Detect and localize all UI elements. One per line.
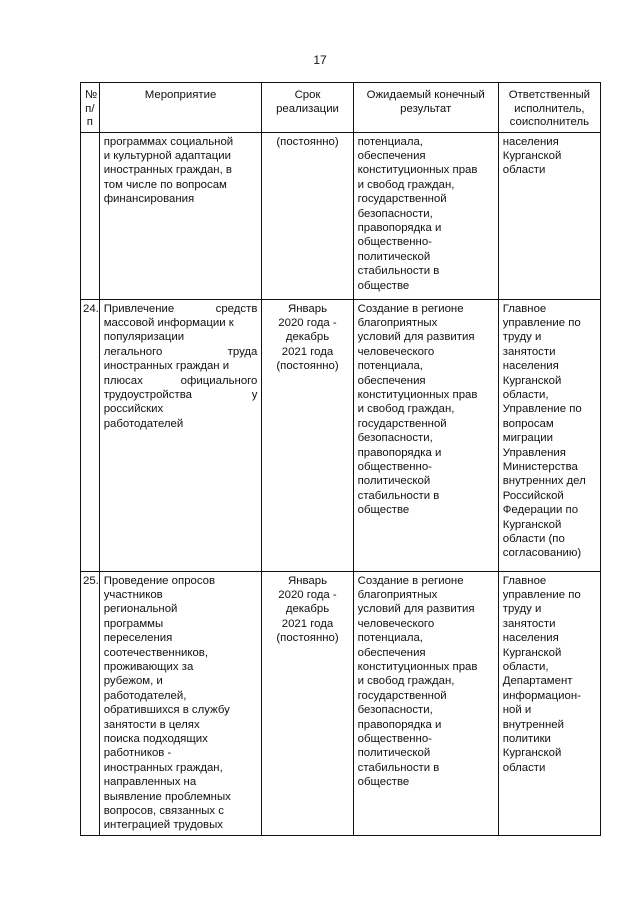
table-row bbox=[81, 571, 601, 835]
cell-result-line: обеспечения bbox=[357, 646, 426, 659]
cell-event-line: финансирования bbox=[103, 193, 195, 206]
cell-responsible-line: внутренних дел bbox=[502, 475, 586, 488]
cell-responsible-line: занятости bbox=[502, 345, 556, 358]
cell-result-line: обеспечения bbox=[357, 149, 426, 162]
cell-event-line: плюсах официального bbox=[103, 374, 258, 387]
cell-event-line: интеграцией трудовых bbox=[103, 819, 223, 832]
cell-result-line: человеческого bbox=[357, 345, 435, 358]
cell-responsible-line: управление по bbox=[502, 588, 581, 601]
cell-result-line: условий для развития bbox=[357, 603, 475, 616]
cell-term bbox=[262, 299, 353, 571]
cell-result-line: благоприятных bbox=[357, 588, 438, 601]
cell-result-line: обществе bbox=[357, 279, 410, 292]
cell-result-line: стабильности в bbox=[357, 489, 440, 502]
cell-responsible-line: области bbox=[502, 164, 546, 177]
cell-result-line: государственной bbox=[357, 417, 447, 430]
cell-event-line: том числе по вопросам bbox=[103, 178, 227, 191]
cell-responsible-line: Курганской bbox=[502, 149, 562, 162]
cell-event-line: занятости в целях bbox=[103, 718, 200, 731]
header-event bbox=[99, 83, 262, 133]
page-number: 17 bbox=[313, 53, 327, 67]
cell-responsible-line: области, bbox=[502, 660, 549, 673]
cell-result-line: стабильности в bbox=[357, 761, 440, 774]
cell-result-line: политической bbox=[357, 747, 431, 760]
cell-responsible-line: Департамент bbox=[502, 675, 573, 688]
header-line: Ожидаемый конечный bbox=[366, 89, 485, 101]
cell-event-line: трудоустройства у bbox=[103, 388, 258, 401]
measures-table bbox=[80, 82, 601, 836]
cell-responsible bbox=[498, 299, 600, 571]
cell-term-line: декабрь bbox=[285, 331, 330, 344]
header-term bbox=[262, 83, 353, 133]
cell-responsible-line: миграции bbox=[502, 432, 554, 445]
cell-responsible-line: населения bbox=[502, 632, 559, 645]
header-line: исполнитель, bbox=[514, 102, 585, 115]
cell-result-line: потенциала, bbox=[357, 632, 423, 645]
cell-event-line: массовой информации к bbox=[103, 316, 234, 329]
cell-event-line: вопросов, связанных с bbox=[103, 805, 224, 817]
cell-event-line: работодателей bbox=[103, 417, 184, 430]
cell-result-line: конституционных прав bbox=[357, 164, 478, 177]
cell-event-line: иностранных граждан, bbox=[103, 761, 223, 774]
cell-term-line: декабрь bbox=[285, 603, 330, 616]
cell-result bbox=[353, 571, 498, 835]
cell-event-line: направленных на bbox=[103, 776, 197, 789]
cell-event bbox=[99, 132, 262, 299]
cell-term-line: Январь bbox=[287, 302, 328, 315]
cell-result-line: условий для развития bbox=[357, 331, 475, 344]
cell-term bbox=[262, 132, 353, 299]
cell-event-line: Проведение опросов bbox=[103, 574, 216, 587]
cell-responsible-line: Курганской bbox=[502, 518, 562, 531]
cell-responsible-line: согласованию) bbox=[502, 547, 582, 560]
cell-event-line: программах социальной bbox=[103, 135, 234, 148]
cell-responsible bbox=[498, 132, 600, 299]
cell-responsible-line: населения bbox=[502, 360, 559, 373]
cell-result-line: безопасности, bbox=[357, 432, 433, 445]
header-line: соисполнитель bbox=[509, 116, 590, 128]
cell-event-line: рубежом, и bbox=[103, 675, 163, 688]
cell-event-line: работодателей, bbox=[103, 689, 187, 702]
cell-responsible-line: Курганской bbox=[502, 646, 562, 659]
cell-term-line: 2020 года - bbox=[278, 316, 337, 329]
cell-event-line: Привлечение средств bbox=[103, 302, 258, 315]
header-line: результат bbox=[400, 102, 452, 115]
cell-result bbox=[353, 299, 498, 571]
cell-responsible-line: населения bbox=[502, 135, 559, 148]
cell-result-line: правопорядка и bbox=[357, 221, 442, 234]
cell-event-line: выявление проблемных bbox=[103, 790, 231, 803]
table-row bbox=[81, 299, 601, 571]
header-responsible bbox=[498, 83, 600, 133]
cell-event bbox=[99, 571, 262, 835]
cell-responsible-line: политики bbox=[502, 732, 551, 745]
cell-result-line: и свобод граждан, bbox=[357, 675, 455, 688]
cell-term-line: 2021 года bbox=[281, 345, 334, 358]
cell-responsible-line: области bbox=[502, 761, 546, 774]
cell-event-line: поиска подходящих bbox=[103, 732, 208, 745]
cell-responsible bbox=[498, 571, 600, 835]
cell-responsible-line: Управления bbox=[502, 446, 566, 459]
cell-term-line: 2020 года - bbox=[278, 588, 337, 601]
cell-responsible-line: области (по bbox=[502, 533, 565, 545]
cell-event-line: работников - bbox=[103, 747, 172, 760]
cell-result-line: общественно- bbox=[357, 236, 432, 249]
cell-result-line: обеспечения bbox=[357, 374, 426, 387]
cell-responsible-line: Главное bbox=[502, 302, 547, 315]
cell-responsible-line: Федерации по bbox=[502, 504, 579, 517]
cell-result-line: конституционных прав bbox=[357, 388, 478, 401]
header-line: Срок bbox=[294, 89, 321, 101]
cell-term-line: 2021 года bbox=[281, 617, 334, 630]
cell-term-line: (постоянно) bbox=[276, 360, 339, 373]
cell-result-line: потенциала, bbox=[357, 360, 423, 373]
cell-result-line: государственной bbox=[357, 689, 447, 702]
row-number: 25. bbox=[81, 571, 100, 835]
cell-responsible-line: труду и bbox=[502, 603, 542, 616]
cell-event-line: обратившихся в службу bbox=[103, 704, 230, 717]
cell-result-line: конституционных прав bbox=[357, 660, 478, 673]
cell-event-line: участников bbox=[103, 588, 163, 601]
header-num bbox=[81, 83, 100, 133]
cell-responsible-line: информацион- bbox=[502, 689, 581, 702]
header-line: Мероприятие bbox=[144, 89, 217, 101]
cell-responsible-line: Главное bbox=[502, 574, 547, 587]
cell-responsible-line: внутренней bbox=[502, 718, 564, 731]
cell-result-line: благоприятных bbox=[357, 316, 438, 329]
cell-responsible-line: Управление по bbox=[502, 403, 582, 416]
cell-result-line: правопорядка и bbox=[357, 718, 442, 731]
cell-term-line: (постоянно) bbox=[276, 135, 339, 148]
table-row bbox=[81, 132, 601, 299]
cell-event-line: иностранных граждан и bbox=[103, 360, 230, 373]
cell-result-line: общественно- bbox=[357, 732, 432, 745]
cell-result-line: общественно- bbox=[357, 460, 432, 473]
cell-event bbox=[99, 299, 262, 571]
cell-responsible-line: занятости bbox=[502, 617, 556, 630]
header-line: Ответственный bbox=[508, 89, 591, 101]
cell-result-line: Создание в регионе bbox=[357, 574, 464, 587]
cell-event-line: легального труда bbox=[103, 345, 258, 358]
row-number bbox=[81, 132, 100, 299]
cell-result-line: и свобод граждан, bbox=[357, 178, 455, 191]
cell-responsible-line: управление по bbox=[502, 316, 581, 329]
table-header-row bbox=[81, 83, 601, 133]
cell-result-line: Создание в регионе bbox=[357, 302, 464, 315]
cell-result-line: безопасности, bbox=[357, 207, 433, 220]
cell-responsible-line: Министерства bbox=[502, 460, 578, 473]
cell-event-line: и культурной адаптации bbox=[103, 149, 232, 162]
cell-term bbox=[262, 571, 353, 835]
cell-result-line: обществе bbox=[357, 776, 410, 789]
cell-responsible-line: Курганской bbox=[502, 374, 562, 387]
cell-responsible-line: Российской bbox=[502, 489, 564, 502]
row-number: 24. bbox=[81, 299, 100, 571]
cell-event-line: проживающих за bbox=[103, 660, 194, 673]
cell-result-line: человеческого bbox=[357, 617, 435, 630]
cell-result-line: политической bbox=[357, 475, 431, 488]
cell-result-line: государственной bbox=[357, 193, 447, 206]
cell-event-line: соотечественников, bbox=[103, 646, 209, 659]
cell-result-line: политической bbox=[357, 250, 431, 263]
cell-result-line: безопасности, bbox=[357, 704, 433, 717]
cell-event-line: иностранных граждан, в bbox=[103, 164, 232, 177]
cell-result-line: потенциала, bbox=[357, 135, 423, 148]
cell-event-line: популяризации bbox=[103, 331, 185, 344]
cell-result-line: стабильности в bbox=[357, 265, 440, 278]
cell-result-line: и свобод граждан, bbox=[357, 403, 455, 416]
cell-responsible-line: Курганской bbox=[502, 747, 562, 760]
cell-responsible-line: вопросам bbox=[502, 417, 554, 430]
cell-responsible-line: области, bbox=[502, 388, 549, 401]
header-line: № bbox=[85, 89, 98, 101]
cell-result-line: обществе bbox=[357, 504, 410, 517]
header-line: п/п bbox=[85, 102, 95, 128]
cell-responsible-line: ной и bbox=[502, 704, 532, 717]
cell-event-line: региональной bbox=[103, 603, 178, 616]
cell-event-line: программы bbox=[103, 617, 164, 630]
cell-event-line: переселения bbox=[103, 632, 173, 645]
cell-term-line: (постоянно) bbox=[276, 632, 339, 645]
cell-result-line: правопорядка и bbox=[357, 446, 442, 459]
cell-result bbox=[353, 132, 498, 299]
cell-responsible-line: труду и bbox=[502, 331, 542, 344]
cell-event-line: российских bbox=[103, 403, 164, 416]
header-result bbox=[353, 83, 498, 133]
header-line: реализации bbox=[276, 102, 339, 115]
cell-term-line: Январь bbox=[287, 574, 328, 587]
